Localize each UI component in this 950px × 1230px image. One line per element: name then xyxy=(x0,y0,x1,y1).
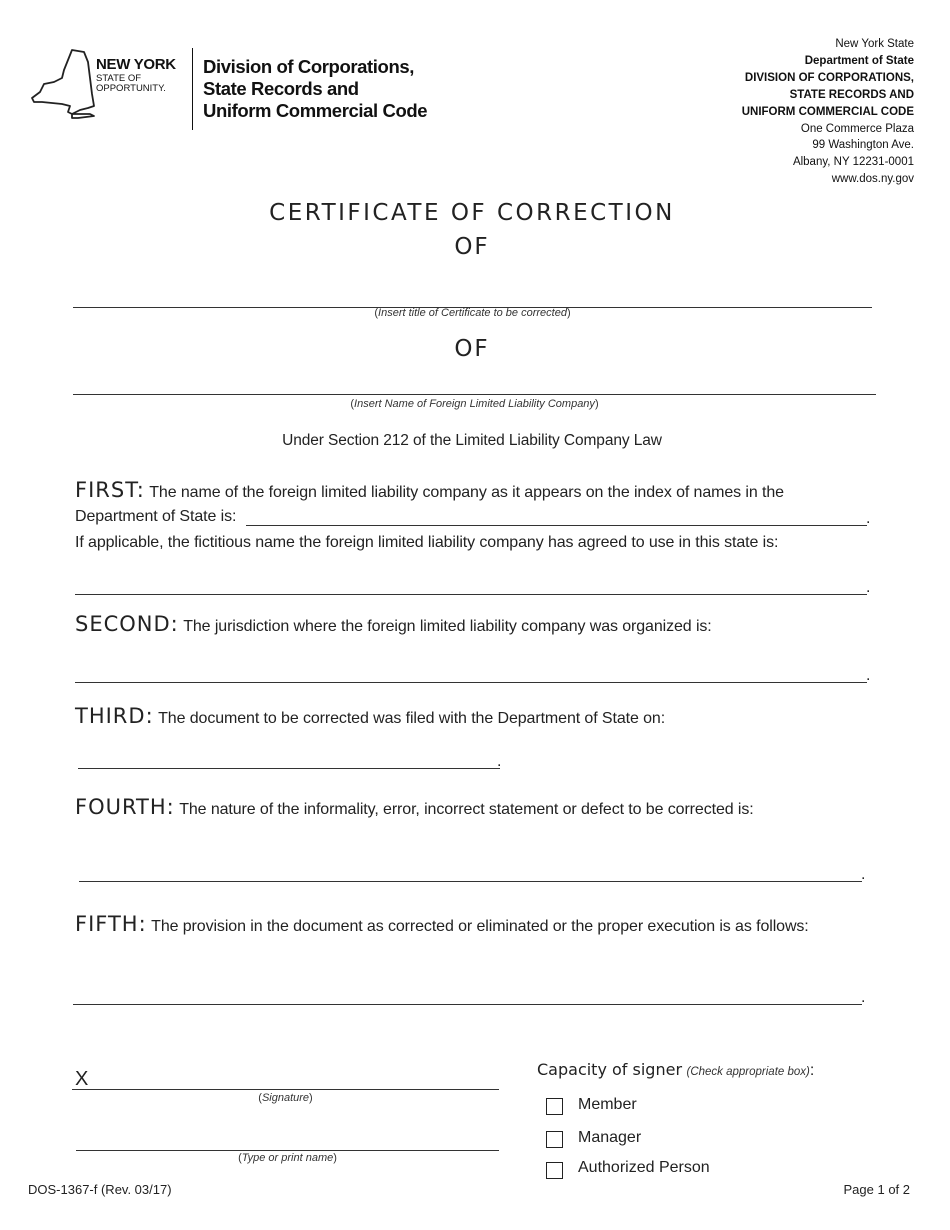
section-first xyxy=(75,478,875,502)
section-third xyxy=(75,704,875,728)
capacity-label xyxy=(537,1060,917,1080)
signature-field[interactable] xyxy=(72,1089,499,1090)
page-number: Page 1 of 2 xyxy=(843,1182,910,1197)
agency-address xyxy=(654,36,914,188)
option-manager-label: Manager xyxy=(578,1129,642,1146)
section-fifth xyxy=(75,912,915,936)
correction-provision-field[interactable] xyxy=(73,1004,862,1005)
company-name-caption: (Insert Name of Foreign Limited Liability Company) xyxy=(350,398,599,410)
address-line: 99 Washington Ave. xyxy=(812,139,914,152)
period: . xyxy=(866,667,871,684)
section-first-heading: FIRST: xyxy=(75,478,145,502)
nys-logo xyxy=(28,46,458,132)
jurisdiction-field[interactable] xyxy=(75,682,867,683)
logo-divider xyxy=(192,48,193,130)
registered-name-field[interactable] xyxy=(246,525,867,526)
section-first-text-3: If applicable, the fictitious name the foreign limited liability company has agreed to use in this state is: xyxy=(75,534,779,551)
section-fifth-heading: FIFTH: xyxy=(75,912,147,936)
signature-x-mark: X xyxy=(75,1068,89,1090)
address-line: Albany, NY 12231-0001 xyxy=(792,156,914,169)
defect-description-field[interactable] xyxy=(79,881,862,882)
document-title-of: OF xyxy=(454,234,490,260)
filing-date-field[interactable] xyxy=(78,768,500,769)
section-second-text: The jurisdiction where the foreign limited liability company was organized is: xyxy=(183,618,712,635)
company-name-field[interactable] xyxy=(73,394,876,395)
fictitious-name-field[interactable] xyxy=(75,594,867,595)
period: . xyxy=(866,579,871,596)
section-fourth-text: The nature of the informality, error, incorrect statement or defect to be corrected is: xyxy=(179,801,754,818)
logo-division-2: State Records and xyxy=(203,78,359,99)
printed-name-field[interactable] xyxy=(76,1150,499,1151)
address-line: One Commerce Plaza xyxy=(800,122,914,135)
statute-reference: Under Section 212 of the Limited Liability Company Law xyxy=(282,432,662,449)
section-second-heading: SECOND: xyxy=(75,612,179,636)
printed-name-caption: (Type or print name) xyxy=(238,1152,337,1164)
logo-division-1: Division of Corporations, xyxy=(203,56,414,77)
address-line: STATE RECORDS AND xyxy=(789,88,914,101)
section-fourth-heading: FOURTH: xyxy=(75,795,175,819)
certificate-title-caption: (Insert title of Certificate to be corrected) xyxy=(374,307,571,319)
signature-caption: (Signature) xyxy=(258,1092,313,1104)
section-first-text-2: Department of State is: xyxy=(75,508,237,525)
section-fifth-text: The provision in the document as corrected or eliminated or the proper execution is as follows: xyxy=(151,918,809,935)
address-line: UNIFORM COMMERCIAL CODE xyxy=(741,105,914,118)
logo-tagline-1: STATE OF xyxy=(96,73,142,84)
section-first-text: The name of the foreign limited liability company as it appears on the index of names in the xyxy=(149,484,784,501)
option-authorized-person-label: Authorized Person xyxy=(578,1159,710,1176)
checkbox-member[interactable] xyxy=(546,1098,563,1115)
section-third-text: The document to be corrected was filed with the Department of State on: xyxy=(158,710,666,727)
capacity-label-text: Capacity of signer xyxy=(537,1060,683,1079)
checkbox-manager[interactable] xyxy=(546,1131,563,1148)
address-line: New York State xyxy=(835,38,914,50)
document-title: CERTIFICATE OF CORRECTION xyxy=(269,200,675,226)
period: . xyxy=(861,866,866,883)
checkbox-authorized-person[interactable] xyxy=(546,1162,563,1179)
section-fourth xyxy=(75,795,875,819)
logo-state-word: NEW YORK xyxy=(96,56,176,73)
period: . xyxy=(497,753,502,770)
address-line: Department of State xyxy=(804,54,914,67)
new-york-state-map-icon xyxy=(28,48,96,120)
section-third-heading: THIRD: xyxy=(75,704,154,728)
period: . xyxy=(861,989,866,1006)
section-second xyxy=(75,612,875,636)
logo-division-3: Uniform Commercial Code xyxy=(203,100,428,121)
capacity-colon: : xyxy=(809,1062,815,1079)
option-member-label: Member xyxy=(578,1096,637,1113)
address-line: DIVISION OF CORPORATIONS, xyxy=(744,71,914,84)
title-of: OF xyxy=(454,336,490,362)
form-id: DOS-1367-f (Rev. 03/17) xyxy=(28,1182,172,1197)
logo-tagline-2: OPPORTUNITY. xyxy=(96,83,166,94)
capacity-hint: (Check appropriate box) xyxy=(686,1066,810,1078)
period: . xyxy=(866,510,871,527)
address-line[interactable]: www.dos.ny.gov xyxy=(831,173,914,186)
